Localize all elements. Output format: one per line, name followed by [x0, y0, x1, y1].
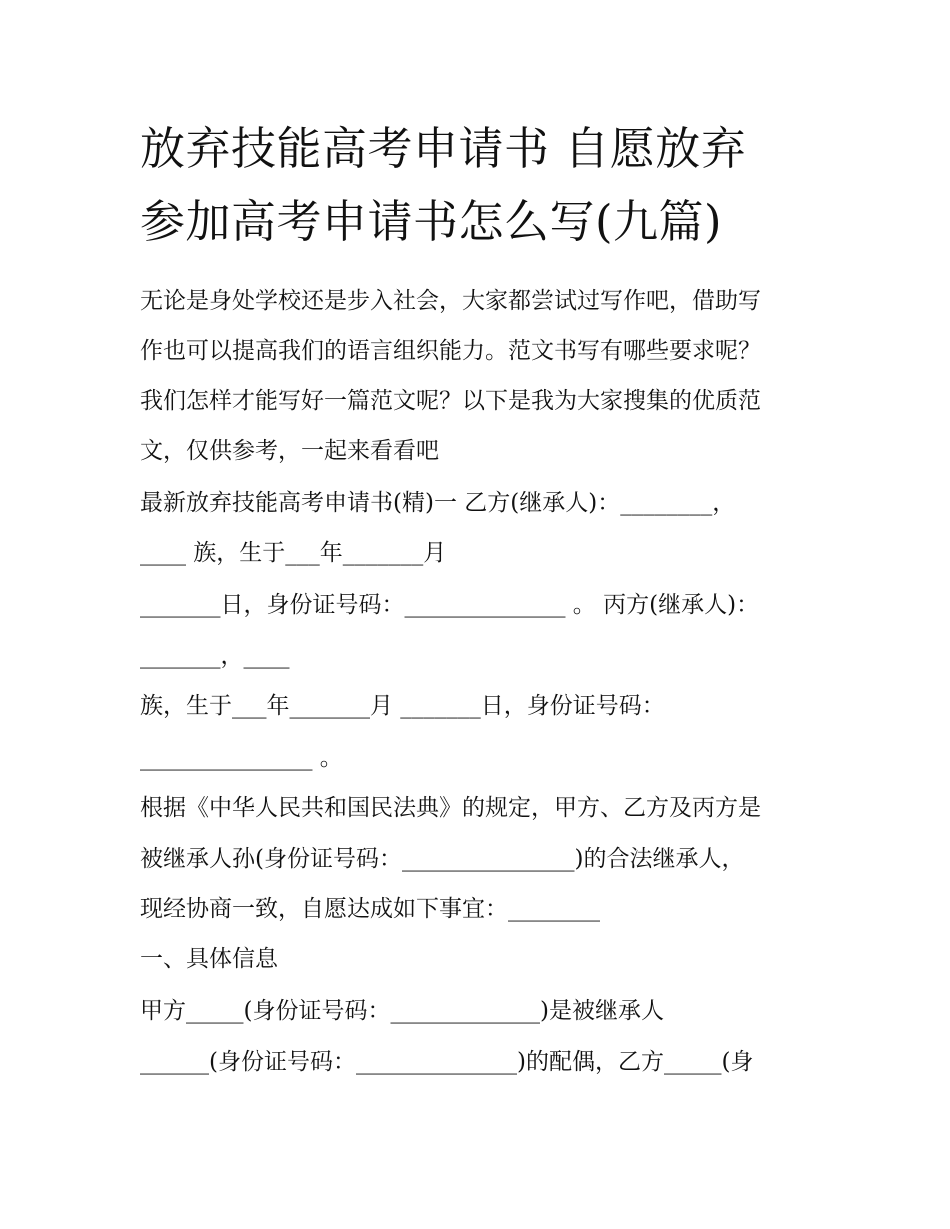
- body-line: 被继承人孙(身份证号码：_______________)的合法继承人，: [140, 846, 745, 872]
- body-line: ____ 族，生于___年_______月: [140, 540, 447, 566]
- body-line: _______________ 。: [140, 745, 343, 771]
- body-line: 作也可以提高我们的语言组织能力。范文书写有哪些要求呢？: [140, 338, 761, 364]
- body-line: 文，仅供参考，一起来看看吧: [140, 438, 439, 464]
- body-line: 族，生于___年_______月 _______日，身份证号码：: [140, 693, 665, 719]
- title-line-2: 参加高考申请书怎么写(九篇): [140, 195, 723, 248]
- body-line: _______日，身份证号码：______________ 。 丙方(继承人)：: [140, 592, 760, 618]
- body-line: 我们怎样才能写好一篇范文呢？以下是我为大家搜集的优质范: [140, 388, 761, 414]
- section-heading: 一、具体信息: [140, 946, 278, 972]
- document-title: [140, 112, 840, 258]
- body-line: 现经协商一致，自愿达成如下事宜：________: [140, 896, 600, 922]
- body-line: _______，____: [140, 643, 290, 669]
- body-line: ______(身份证号码：______________)的配偶，乙方_____(身: [140, 1049, 754, 1075]
- title-line-1: 放弃技能高考申请书 自愿放弃: [140, 122, 747, 175]
- body-line: 无论是身处学校还是步入社会，大家都尝试过写作吧，借助写: [140, 288, 761, 314]
- body-line: 最新放弃技能高考申请书(精)一 乙方(继承人)：________，: [140, 490, 736, 516]
- body-line: 甲方_____(身份证号码：_____________)是被继承人: [140, 998, 664, 1024]
- body-line: 根据《中华人民共和国民法典》的规定，甲方、乙方及丙方是: [140, 795, 761, 821]
